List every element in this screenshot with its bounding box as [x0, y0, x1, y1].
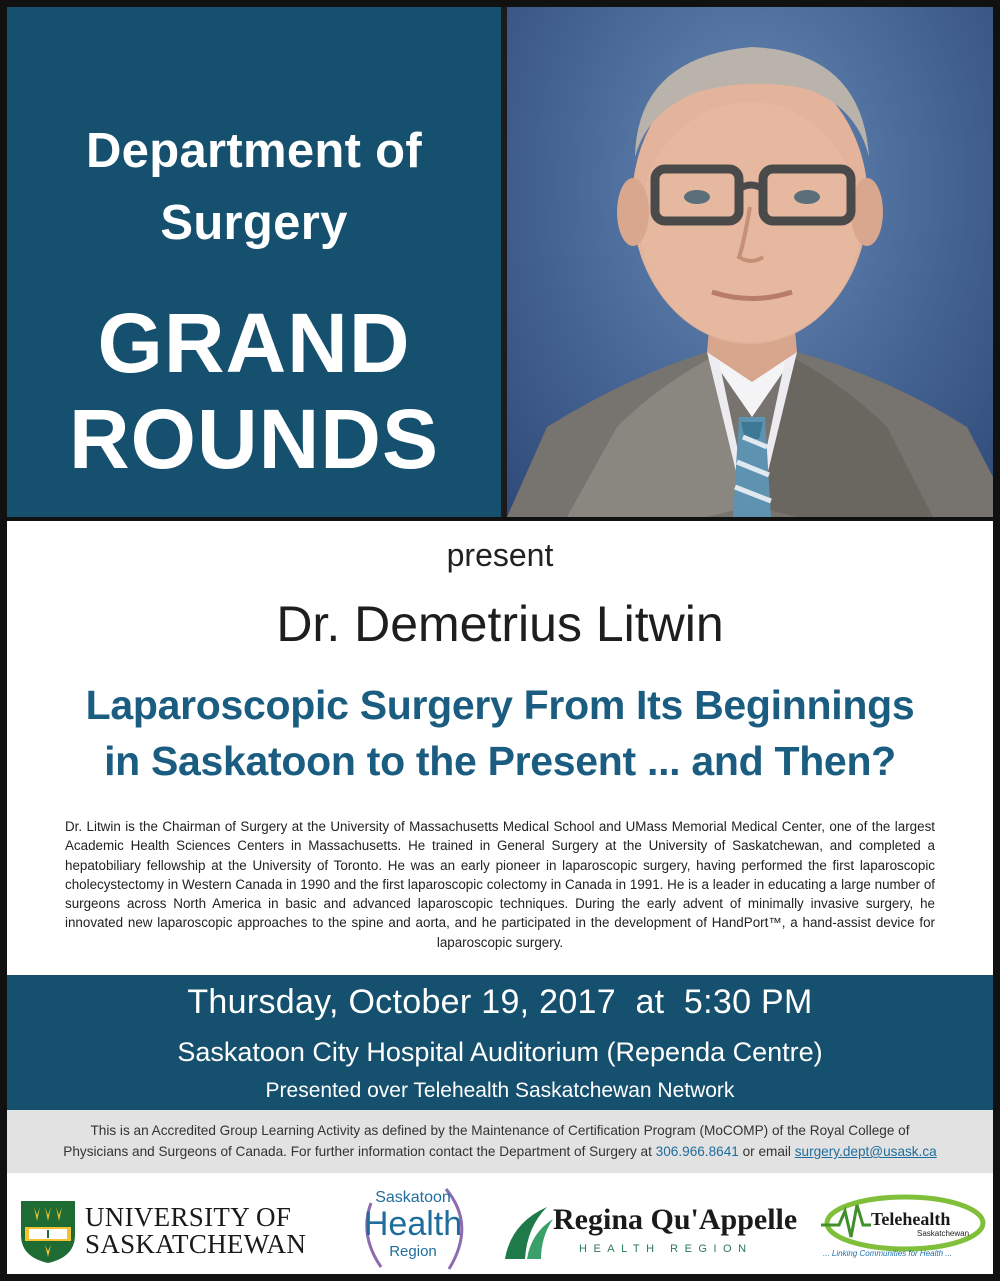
event-details-band	[7, 975, 993, 1110]
shr-line2: Health	[363, 1205, 463, 1243]
rqhr-leaf-icon	[501, 1203, 561, 1263]
department-line2: Surgery	[160, 196, 348, 250]
sponsor-logos	[7, 1173, 993, 1274]
event-line2: ROUNDS	[68, 392, 439, 486]
usask-line1: UNIVERSITY OF	[85, 1202, 292, 1232]
telehealth-sub: Saskatchewan	[917, 1229, 970, 1238]
telehealth-logo	[817, 1187, 987, 1267]
accreditation-line1: This is an Accredited Group Learning Activity as defined by the Maintenance of Certification Program (MoCOMP) of the Royal College of	[90, 1123, 910, 1138]
department-line1: Department of	[85, 124, 423, 178]
event-location: Saskatoon City Hospital Auditorium (Rependa Centre)	[177, 1037, 823, 1067]
present-label: present	[446, 537, 554, 573]
usask-logo	[19, 1199, 329, 1265]
header-section	[7, 7, 993, 517]
usask-wordmark	[85, 1204, 335, 1258]
email-link[interactable]: surgery.dept@usask.ca	[794, 1144, 937, 1159]
accreditation-line2	[7, 1141, 993, 1162]
telehealth-name: Telehealth	[871, 1209, 951, 1229]
talk-title-line1: Laparoscopic Surgery From Its Beginnings	[85, 682, 915, 728]
speaker-photo	[507, 7, 993, 517]
saskatoon-health-region-logo	[351, 1185, 481, 1273]
shr-line1: Saskatoon	[375, 1189, 451, 1206]
speaker-name: Dr. Demetrius Litwin	[276, 596, 724, 652]
event-broadcast: Presented over Telehealth Saskatchewan Network	[265, 1079, 735, 1102]
accreditation-note	[7, 1110, 993, 1173]
shr-line3: Region	[389, 1243, 437, 1260]
rqhr-name: Regina Qu'Appelle	[553, 1203, 798, 1236]
rqhr-sub: HEALTH REGION	[579, 1243, 753, 1255]
department-heading	[7, 115, 501, 259]
event-datetime: Thursday, October 19, 2017 at 5:30 PM	[187, 983, 813, 1021]
regina-quappelle-logo	[501, 1203, 811, 1263]
usask-line2: SASKATCHEWAN	[85, 1229, 307, 1259]
accreditation-line2-text: Physicians and Surgeons of Canada. For further information contact the Department of Surgery at	[63, 1144, 656, 1159]
header-rule	[7, 517, 993, 521]
speaker-portrait-illustration	[507, 7, 993, 517]
speaker-bio: Dr. Litwin is the Chairman of Surgery at the University of Massachusetts Medical School and UMass Memorial Medical Center, one of the largest Academic Health Sciences Centers in Massachusetts. He trained in General Surgery at the University of Saskatchewan, and completed a hepatobiliary fellowship at the University of Toronto. He was an early pioneer in laparoscopic surgery, having performed the first laparoscopic cholecystectomy in Western Canada in 1990 and the first laparoscopic colectomy in Canada in 1991. He is a leader in educating a large number of surgeons across North America in basic and advanced laparoscopic techniques. During the early advent of minimally invasive surgery, he innovated new laparoscopic approaches to the spine and aorta, and he participated in the development of HandPort™, a hand-assist device for laparoscopic surgery.	[65, 819, 935, 950]
event-line1: GRAND	[97, 296, 411, 390]
talk-title-line2: in Saskatoon to the Present ... and Then?	[104, 738, 896, 784]
title-panel	[7, 7, 501, 517]
phone-link[interactable]: 306.966.8641	[655, 1144, 739, 1159]
talk-title	[7, 677, 993, 789]
accreditation-connector: or email	[738, 1144, 795, 1159]
telehealth-tagline: ... Linking Communities for Health ...	[823, 1249, 952, 1258]
event-heading	[7, 295, 501, 487]
usask-shield-icon	[19, 1199, 77, 1265]
